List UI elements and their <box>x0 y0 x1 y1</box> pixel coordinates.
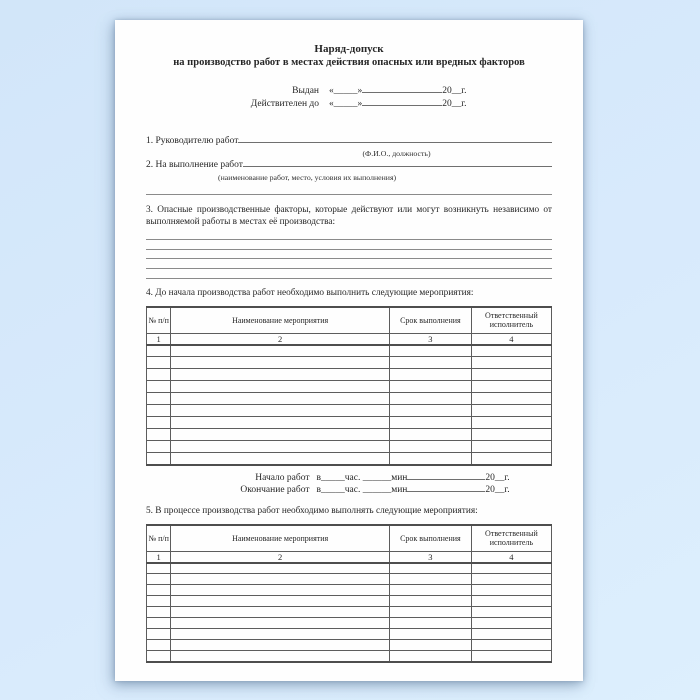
table-empty-row <box>147 607 552 618</box>
page-title: Наряд-допуск <box>314 43 384 55</box>
empty-cell <box>471 563 551 574</box>
empty-cell <box>171 381 390 393</box>
empty-cell <box>471 618 551 629</box>
col-number: 4 <box>471 333 551 345</box>
empty-cell <box>390 640 472 651</box>
empty-cell <box>471 574 551 585</box>
item-2-row <box>146 159 552 172</box>
col-header-responsible: Ответственный исполнитель <box>471 307 551 334</box>
empty-cell <box>171 607 390 618</box>
col-header-number: № п/п <box>147 307 171 334</box>
table-empty-row <box>147 381 552 393</box>
empty-cell <box>471 417 551 429</box>
numbered-items <box>146 135 552 195</box>
col-number: 1 <box>147 551 171 563</box>
empty-cell <box>390 563 472 574</box>
empty-cell <box>390 357 472 369</box>
table-empty-row <box>147 596 552 607</box>
empty-cell <box>471 429 551 441</box>
empty-cell <box>147 417 171 429</box>
time-fill-line <box>407 472 485 480</box>
empty-cell <box>171 618 390 629</box>
col-header-number: № п/п <box>147 525 171 552</box>
empty-cell <box>171 563 390 574</box>
table-empty-row <box>147 563 552 574</box>
empty-cell <box>171 574 390 585</box>
empty-cell <box>147 596 171 607</box>
date-quote: «_____» <box>329 86 363 96</box>
empty-cell <box>390 585 472 596</box>
empty-cell <box>147 357 171 369</box>
date-fill-line <box>362 85 442 93</box>
valid-until-label: Действителен до <box>250 98 319 109</box>
empty-cell <box>147 429 171 441</box>
table-empty-row <box>147 574 552 585</box>
date-year: 20__г. <box>442 86 467 96</box>
issued-block <box>146 85 552 110</box>
empty-cell <box>471 585 551 596</box>
empty-cell <box>390 393 472 405</box>
empty-cell <box>171 405 390 417</box>
table-empty-row <box>147 393 552 405</box>
table-empty-row <box>147 441 552 453</box>
table-empty-row <box>147 585 552 596</box>
empty-cell <box>390 453 472 465</box>
empty-cell <box>171 429 390 441</box>
empty-cell <box>147 441 171 453</box>
table-empty-row <box>147 453 552 465</box>
work-end-label: Окончание работ <box>240 485 310 496</box>
empty-cell <box>390 417 472 429</box>
time-year: 20__г. <box>485 485 510 496</box>
empty-cell <box>147 651 171 662</box>
issued-row <box>146 85 552 98</box>
table-empty-row <box>147 369 552 381</box>
empty-cell <box>471 405 551 417</box>
col-header-measure: Наименование мероприятия <box>171 307 390 334</box>
empty-cell <box>147 381 171 393</box>
work-time-block <box>146 472 552 497</box>
valid-until-date-fields <box>329 98 499 111</box>
empty-cell <box>471 629 551 640</box>
empty-cell <box>390 405 472 417</box>
empty-cell <box>390 345 472 357</box>
work-start-row <box>146 472 552 485</box>
empty-cell <box>390 607 472 618</box>
table-empty-row <box>147 618 552 629</box>
empty-cell <box>390 629 472 640</box>
empty-cell <box>471 381 551 393</box>
empty-cell <box>171 345 390 357</box>
empty-cell <box>147 369 171 381</box>
table-header-row <box>147 525 552 552</box>
item-1-label: 1. Руководителю работ <box>146 136 239 146</box>
empty-cell <box>147 453 171 465</box>
empty-cell <box>147 629 171 640</box>
empty-cell <box>390 651 472 662</box>
item-2-fill-line <box>243 159 552 167</box>
blank-line <box>146 230 552 240</box>
empty-cell <box>390 429 472 441</box>
empty-cell <box>147 393 171 405</box>
date-fill-line <box>362 98 442 106</box>
empty-cell <box>147 640 171 651</box>
table-column-numbers-row <box>147 551 552 563</box>
empty-cell <box>171 393 390 405</box>
table-empty-row <box>147 651 552 662</box>
empty-cell <box>147 618 171 629</box>
empty-cell <box>390 369 472 381</box>
date-year: 20__г. <box>442 98 467 109</box>
section-4-title: 4. До начала производства работ необходимо выполнить следующие мероприятия: <box>146 287 474 298</box>
time-fields-text: в_____час. ______мин <box>316 472 408 483</box>
work-start-label: Начало работ <box>255 472 310 483</box>
table-empty-row <box>147 405 552 417</box>
empty-cell <box>147 563 171 574</box>
section-5-title: 5. В процессе производства работ необходимо выполнять следующие мероприятия: <box>146 505 478 516</box>
table-empty-row <box>147 345 552 357</box>
empty-cell <box>471 357 551 369</box>
section-3-text: 3. Опасные производственные факторы, которые действуют или могут возникнуть независимо от выполняемой работы в местах её производства: <box>146 205 552 227</box>
date-quote: «_____» <box>329 98 363 109</box>
empty-cell <box>471 640 551 651</box>
col-number: 3 <box>390 333 472 345</box>
item-1-fill-line <box>238 135 552 143</box>
page-subtitle: на производство работ в местах действия опасных или вредных факторов <box>173 57 525 68</box>
empty-cell <box>471 345 551 357</box>
empty-cell <box>390 596 472 607</box>
blank-line <box>146 240 552 250</box>
empty-cell <box>171 441 390 453</box>
empty-cell <box>471 369 551 381</box>
empty-cell <box>471 453 551 465</box>
col-header-responsible: Ответственный исполнитель <box>471 525 551 552</box>
col-number: 3 <box>390 551 472 563</box>
empty-cell <box>471 393 551 405</box>
empty-cell <box>171 596 390 607</box>
time-fill-line <box>407 484 485 492</box>
time-fields-text: в_____час. ______мин <box>316 485 408 496</box>
col-number: 4 <box>471 551 551 563</box>
col-header-measure: Наименование мероприятия <box>171 525 390 552</box>
empty-cell <box>147 345 171 357</box>
empty-cell <box>171 629 390 640</box>
empty-cell <box>171 585 390 596</box>
table-header-row <box>147 307 552 334</box>
issued-label: Выдан <box>292 86 319 96</box>
empty-cell <box>471 607 551 618</box>
empty-cell <box>147 585 171 596</box>
empty-cell <box>390 381 472 393</box>
empty-cell <box>147 405 171 417</box>
col-header-deadline: Срок выполнения <box>390 525 472 552</box>
item-1-row <box>146 135 552 148</box>
table-empty-row <box>147 417 552 429</box>
section-3-blank-lines <box>146 230 552 279</box>
col-header-deadline: Срок выполнения <box>390 307 472 334</box>
time-year: 20__г. <box>485 472 510 483</box>
empty-cell <box>171 640 390 651</box>
blank-line <box>146 250 552 260</box>
empty-cell <box>390 441 472 453</box>
empty-cell <box>171 357 390 369</box>
work-start-fields <box>317 472 532 485</box>
empty-cell <box>171 651 390 662</box>
item-2-label: 2. На выполнение работ <box>146 160 243 170</box>
col-number: 1 <box>147 333 171 345</box>
work-end-fields <box>317 484 532 497</box>
empty-cell <box>171 453 390 465</box>
work-end-row <box>146 484 552 497</box>
table-empty-row <box>147 640 552 651</box>
empty-cell <box>390 574 472 585</box>
item-2-extra-line <box>146 183 552 195</box>
item-1-caption: (Ф.И.О., должность) <box>362 149 431 158</box>
empty-cell <box>471 441 551 453</box>
measures-table-before-work <box>146 306 552 466</box>
measures-table-during-work <box>146 524 552 663</box>
item-2-caption: (наименование работ, место, условия их выполнения) <box>218 173 397 182</box>
table-empty-row <box>147 429 552 441</box>
table-empty-row <box>147 629 552 640</box>
document-page <box>115 20 583 681</box>
empty-cell <box>471 596 551 607</box>
empty-cell <box>171 369 390 381</box>
blank-line <box>146 259 552 269</box>
blank-line <box>146 269 552 279</box>
col-number: 2 <box>171 333 390 345</box>
col-number: 2 <box>171 551 390 563</box>
valid-until-row <box>146 98 552 111</box>
table-empty-row <box>147 357 552 369</box>
empty-cell <box>171 417 390 429</box>
empty-cell <box>147 574 171 585</box>
empty-cell <box>147 607 171 618</box>
issued-date-fields <box>329 85 499 98</box>
empty-cell <box>471 651 551 662</box>
table-column-numbers-row <box>147 333 552 345</box>
empty-cell <box>390 618 472 629</box>
